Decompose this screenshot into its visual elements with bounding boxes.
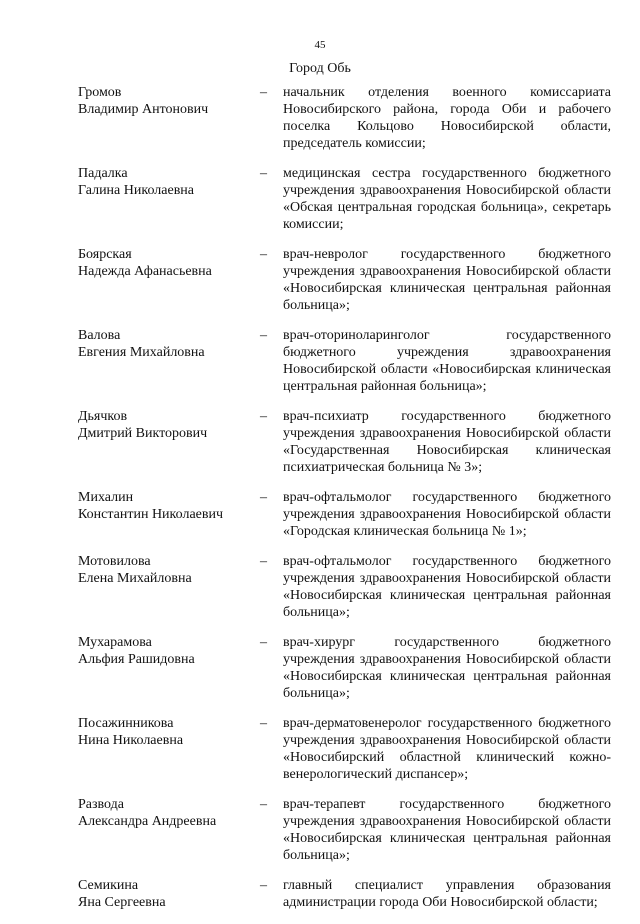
- member-surname: Мухарамова: [78, 635, 152, 650]
- member-surname: Падалка: [78, 166, 128, 181]
- member-position: врач-оториноларинголог государственного бюджетного учреждения здравоохранения Новосибирской области «Новосибирская клиническая центральная районная больница»;: [283, 328, 611, 394]
- member-entry: [78, 327, 611, 395]
- dash-separator: –: [260, 716, 267, 731]
- member-entry: [78, 634, 611, 702]
- dash-separator: –: [260, 85, 267, 100]
- member-given-name: Дмитрий Викторович: [78, 426, 208, 441]
- member-entry: [78, 165, 611, 233]
- member-position: врач-терапевт государственного бюджетного учреждения здравоохранения Новосибирской области «Новосибирская клиническая центральная районная больница»;: [283, 797, 611, 863]
- member-surname: Михалин: [78, 490, 134, 505]
- member-position: врач-офтальмолог государственного бюджетного учреждения здравоохранения Новосибирской области «Городская клиническая больница № 1»;: [283, 490, 611, 539]
- member-given-name: Евгения Михайловна: [78, 345, 205, 360]
- member-surname: Дьячков: [78, 409, 128, 424]
- dash-separator: –: [260, 409, 267, 424]
- member-surname: Семикина: [78, 878, 139, 893]
- section-title: Город Обь: [289, 61, 351, 76]
- member-given-name: Константин Николаевич: [78, 507, 224, 522]
- member-given-name: Елена Михайловна: [78, 571, 192, 586]
- member-list: [78, 84, 611, 924]
- dash-separator: –: [260, 878, 267, 893]
- member-surname: Громов: [78, 85, 122, 100]
- member-position: медицинская сестра государственного бюджетного учреждения здравоохранения Новосибирской области «Обская центральная городская больница», секретарь комиссии;: [283, 166, 611, 232]
- member-name: [78, 246, 260, 314]
- member-name: [78, 327, 260, 395]
- member-entry: [78, 84, 611, 152]
- member-name: [78, 84, 260, 152]
- dash-separator: –: [260, 247, 267, 262]
- member-position: врач-психиатр государственного бюджетного учреждения здравоохранения Новосибирской области «Государственная Новосибирская клиническая психиатрическая больница № 3»;: [283, 409, 611, 475]
- member-entry: [78, 796, 611, 864]
- member-given-name: Галина Николаевна: [78, 183, 195, 198]
- page-number: 45: [314, 39, 326, 51]
- member-entry: [78, 408, 611, 476]
- member-given-name: Александра Андреевна: [78, 814, 217, 829]
- member-entry: [78, 877, 611, 911]
- member-position: врач-дерматовенеролог государственного бюджетного учреждения здравоохранения Новосибирской области «Новосибирский областной клинический кожно-венерологический диспансер»;: [283, 716, 611, 782]
- member-entry: [78, 489, 611, 540]
- member-given-name: Альфия Рашидовна: [78, 652, 195, 667]
- member-surname: Посажинникова: [78, 716, 174, 731]
- member-position: врач-офтальмолог государственного бюджетного учреждения здравоохранения Новосибирской области «Новосибирская клиническая центральная районная больница»;: [283, 554, 611, 620]
- member-surname: Развода: [78, 797, 124, 812]
- member-name: [78, 489, 260, 540]
- member-position: начальник отделения военного комиссариата Новосибирского района, города Оби и рабочего поселка Кольцово Новосибирской области, председатель комиссии;: [283, 85, 611, 151]
- member-name: [78, 715, 260, 783]
- member-surname: Боярская: [78, 247, 132, 262]
- member-entry: [78, 553, 611, 621]
- member-given-name: Яна Сергеевна: [78, 895, 166, 910]
- member-given-name: Надежда Афанасьевна: [78, 264, 212, 279]
- member-surname: Мотовилова: [78, 554, 151, 569]
- member-given-name: Владимир Антонович: [78, 102, 209, 117]
- member-entry: [78, 246, 611, 314]
- dash-separator: –: [260, 797, 267, 812]
- member-name: [78, 877, 260, 911]
- member-name: [78, 165, 260, 233]
- member-name: [78, 553, 260, 621]
- dash-separator: –: [260, 635, 267, 650]
- member-position: врач-хирург государственного бюджетного учреждения здравоохранения Новосибирской области «Новосибирская клиническая центральная районная больница»;: [283, 635, 611, 701]
- member-name: [78, 634, 260, 702]
- dash-separator: –: [260, 554, 267, 569]
- member-name: [78, 408, 260, 476]
- member-position: врач-невролог государственного бюджетного учреждения здравоохранения Новосибирской области «Новосибирская клиническая центральная районная больница»;: [283, 247, 611, 313]
- dash-separator: –: [260, 166, 267, 181]
- dash-separator: –: [260, 490, 267, 505]
- member-given-name: Нина Николаевна: [78, 733, 184, 748]
- member-entry: [78, 715, 611, 783]
- member-name: [78, 796, 260, 864]
- dash-separator: –: [260, 328, 267, 343]
- member-surname: Валова: [78, 328, 121, 343]
- member-position: главный специалист управления образования администрации города Оби Новосибирской области;: [283, 878, 611, 910]
